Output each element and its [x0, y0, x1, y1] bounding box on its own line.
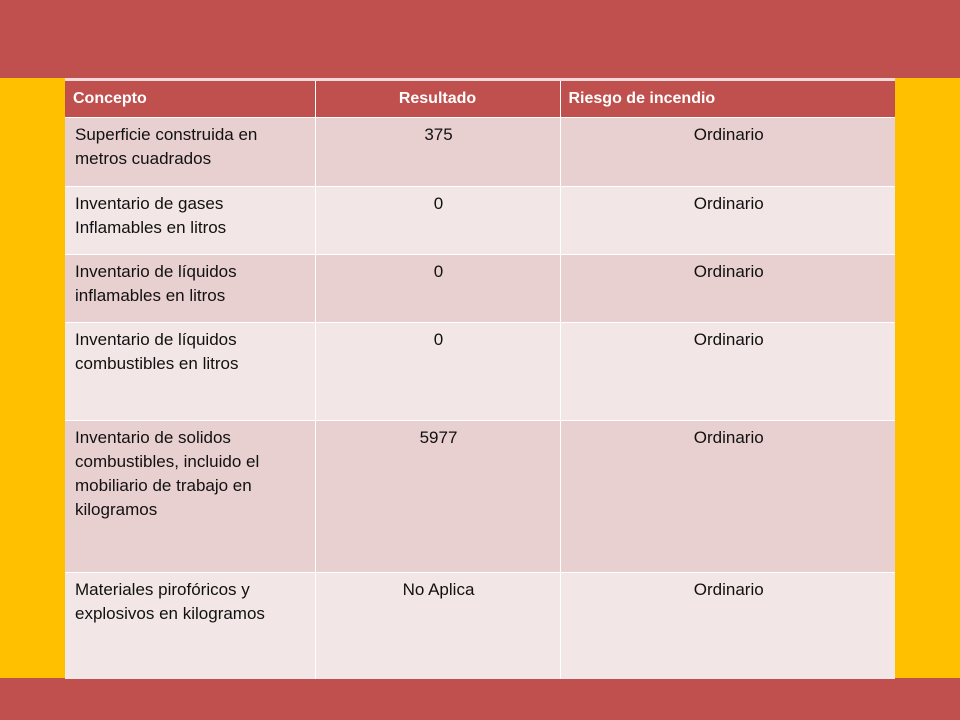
- bottom-band: [0, 678, 960, 720]
- cell-concepto: Inventario de líquidos inflamables en litros: [65, 255, 315, 323]
- cell-resultado: 0: [315, 323, 560, 421]
- table-row: [65, 118, 895, 187]
- cell-resultado: 5977: [315, 421, 560, 573]
- cell-riesgo: Ordinario: [560, 573, 895, 680]
- cell-riesgo: Ordinario: [560, 421, 895, 573]
- table-row: [65, 187, 895, 255]
- table-header-row: [65, 81, 895, 118]
- header-resultado: Resultado: [315, 81, 560, 118]
- cell-concepto: Inventario de solidos combustibles, incluido el mobiliario de trabajo en kilogramos: [65, 421, 315, 573]
- top-band: [0, 0, 960, 78]
- table-row: [65, 573, 895, 680]
- header-riesgo: Riesgo de incendio: [560, 81, 895, 118]
- fire-risk-table: [65, 81, 895, 679]
- cell-resultado: 0: [315, 187, 560, 255]
- table-row: [65, 421, 895, 573]
- header-concepto: Concepto: [65, 81, 315, 118]
- cell-resultado: 0: [315, 255, 560, 323]
- cell-concepto: Superficie construida en metros cuadrados: [65, 118, 315, 187]
- cell-concepto: Inventario de líquidos combustibles en litros: [65, 323, 315, 421]
- cell-concepto: Materiales pirofóricos y explosivos en kilogramos: [65, 573, 315, 680]
- cell-riesgo: Ordinario: [560, 323, 895, 421]
- cell-riesgo: Ordinario: [560, 187, 895, 255]
- table-row: [65, 255, 895, 323]
- left-side-panel: [0, 78, 65, 678]
- cell-resultado: 375: [315, 118, 560, 187]
- cell-resultado: No Aplica: [315, 573, 560, 680]
- cell-concepto: Inventario de gases Inflamables en litros: [65, 187, 315, 255]
- table-row: [65, 323, 895, 421]
- cell-riesgo: Ordinario: [560, 118, 895, 187]
- right-side-panel: [895, 78, 960, 678]
- cell-riesgo: Ordinario: [560, 255, 895, 323]
